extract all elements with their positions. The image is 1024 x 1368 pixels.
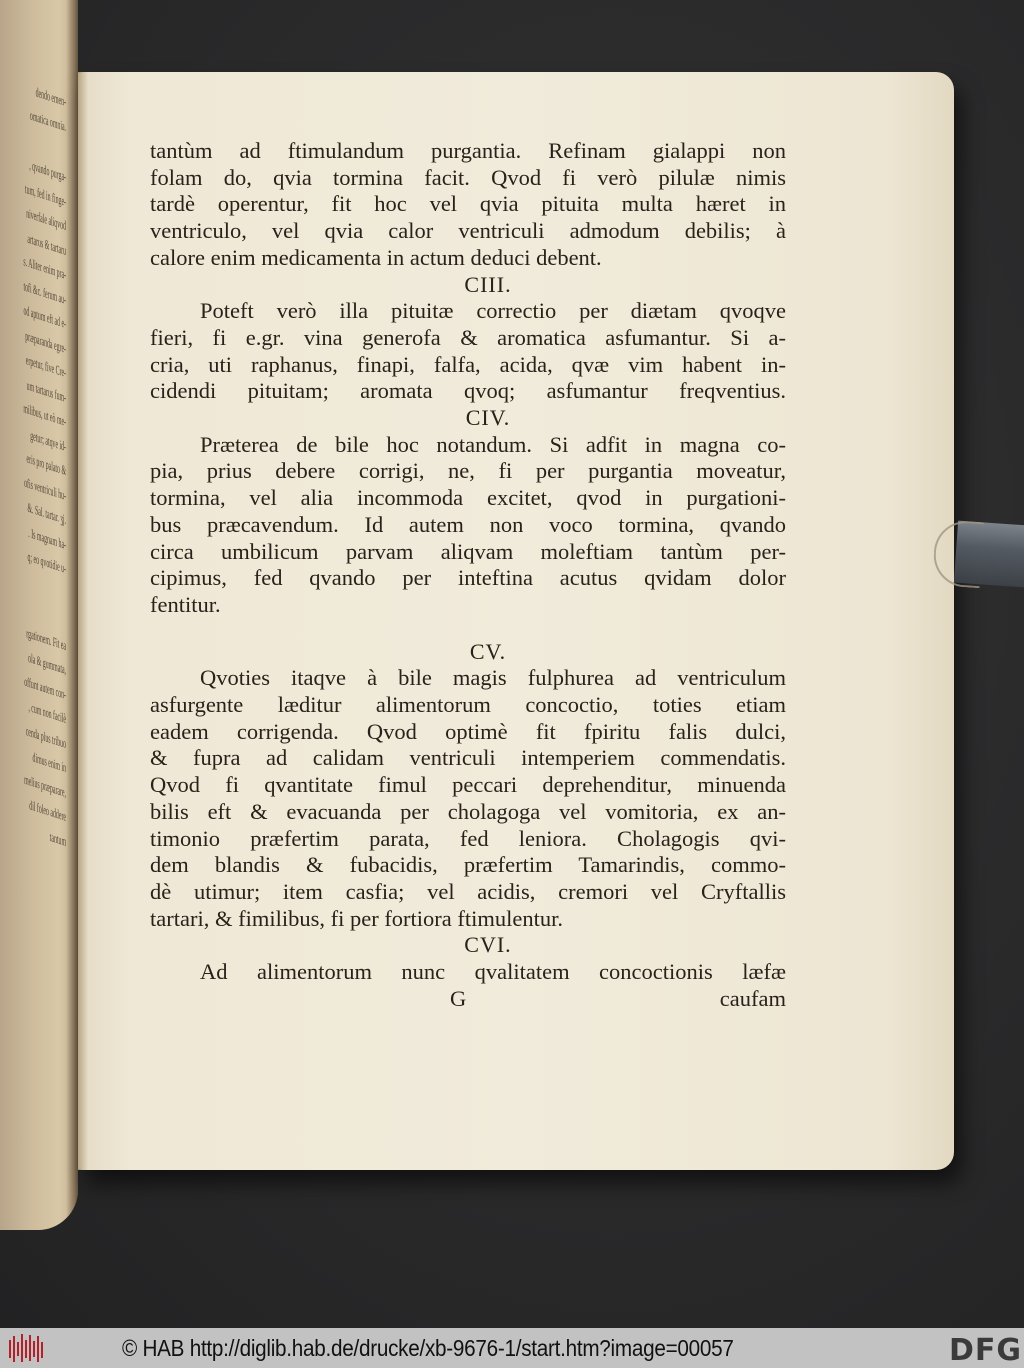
margin-fragment: , cum non facilè [28,698,67,726]
text-line: tormina, vel alia incommoda excitet, qvod in purgationi- [150,485,786,511]
margin-fragment: dil foleo addere [29,797,66,824]
text-line: timonio præfertim parata, fed leniora. Cholagogis qvi- [150,825,786,851]
margin-fragment: tofi &c. ferum au- [23,277,67,307]
text-line: Poteft verò illa pituitæ correctio per diætam qvoqve [200,298,786,324]
text-line: bilis eft & evacuanda per cholagoga vel vomitoria, ex an- [150,798,786,824]
spacer [150,619,786,639]
text-line: & fupra ad calidam ventriculi intemperiem commendatis. [150,745,786,771]
margin-fragment: niverfale aliqvod [26,205,67,233]
margin-fragment: tum, fed in finge- [25,180,67,209]
text-line: ventriculo, vel qvia calor ventriculi admodum debilis; à [150,218,786,244]
margin-fragment: erpetur, five Cre- [25,351,66,380]
page-text-block [150,138,786,1013]
margin-fragment: eris pro palato & [26,450,67,478]
left-page-margin-text [0,61,66,854]
section-cvi [150,932,786,985]
margin-fragment: dendo emen- [35,84,66,109]
margin-fragment: rgationem. Fit ea [26,624,66,653]
text-line: dem blandis & fubacidis, præfertim Tamarindis, commo- [150,852,786,878]
text-line: eadem corrigenda. Qvod optimè fit fpiritu falis dulci, [150,718,786,744]
catchword: caufam [719,985,786,1011]
margin-fragment: tantum [49,828,66,849]
signature-mark: G [450,985,467,1011]
page-footer-marks [150,986,786,1013]
hab-logo-icon [6,1332,46,1364]
margin-fragment: getur; atqve id- [30,426,67,454]
margin-fragment: omatica omnia. [29,106,66,134]
section-heading: CIII. [464,271,512,297]
margin-fragment: , qvando purga- [29,157,67,184]
section-ciii [150,272,786,406]
left-page-edge [0,0,78,1230]
copyright-link[interactable]: © HAB http://diglib.hab.de/drucke/xb-9676-1/start.htm?image=00057 [122,1335,734,1361]
text-line: Qvod fi qvantitate fimul peccari deprehenditur, minuenda [150,772,786,798]
margin-fragment: . Is magnam ha- [28,524,66,552]
page-clip [932,519,1024,591]
margin-fragment: cenda plus tribuo [25,722,66,751]
margin-fragment: q; eo qvotidie u- [27,548,66,576]
section-heading: CV. [469,638,507,664]
margin-fragment: dimus enim in [32,749,66,775]
text-line: folam do, qvia tormina facit. Qvod fi verò pilulæ nimis [150,164,786,190]
section-civ [150,405,786,619]
margin-fragment: s. Aliter enim pra- [23,253,66,282]
text-line: bus præcavendum. Id autem non voco tormina, qvando [150,511,786,537]
text-line: dè utimur; item casfia; vel acidis, cremori vel Cryftallis [150,878,786,904]
margin-fragment: ofis ventriculi hu- [24,473,66,503]
margin-fragment: milibus, ut eò me- [23,400,67,429]
book-page [78,72,954,1170]
margin-fragment: artarus & tartaru [27,229,67,258]
text-line: Præterea de bile hoc notandum. Si adfit in magna co- [200,431,786,457]
gutter-shadow [66,0,78,1230]
text-line: fentitur. [150,591,221,617]
text-line: tardè operentur, fit hoc vel qvia pituita multa hæret in [150,191,786,217]
margin-fragment: ola & gummata, [28,649,66,677]
margin-fragment: od aptum eft ad e- [23,302,67,331]
paragraph-continuation [150,138,786,272]
section-heading: CIV. [465,405,511,431]
clip-loop [932,519,984,588]
text-line: circa umbilicum parvam aliqvam moleftiam tantùm per- [150,538,786,564]
text-line: cria, uti raphanus, finapi, falfa, acida, qvæ vim habent in- [150,351,786,377]
text-line: fieri, fi e.gr. vina generofa & aromatica asfumantur. Si a- [150,324,786,350]
text-line: asfurgente læditur alimentorum concoctio, toties etiam [150,692,786,718]
text-line: Ad alimentorum nunc qvalitatem concoctionis læfæ [200,959,786,985]
section-heading: CVI. [464,932,512,958]
footer-bar [0,1328,1024,1368]
margin-fragment: melius præparare, [24,770,66,800]
dfg-logo-icon: DFG [948,1333,1022,1368]
text-line: tartari, & fimilibus, fi per fortiora ftimulentur. [150,905,564,931]
margin-fragment: offunt autem con- [24,672,66,702]
section-cv [150,639,786,933]
margin-fragment: præparanda egre- [25,327,67,356]
text-line: tantùm ad ftimulandum purgantia. Refinam gialappi non [150,138,786,163]
text-line: pia, prius debere corrigi, ne, fi per purgantia moveatur, [150,458,786,484]
text-line: cipimus, fed qvando per inteftina acutus qvidam dolor [150,565,786,591]
margin-fragment: um tartarus fum- [26,376,66,405]
text-line: Qvoties itaqve à bile magis fulphurea ad ventriculum [200,665,786,691]
margin-fragment: &. Sal. tartar. ʒj. [27,499,66,527]
text-line: calore enim medicamenta in actum deduci debent. [150,244,602,270]
text-line: cidendi pituitam; aromata qvoq; asfumantur freqventius. [150,378,786,404]
